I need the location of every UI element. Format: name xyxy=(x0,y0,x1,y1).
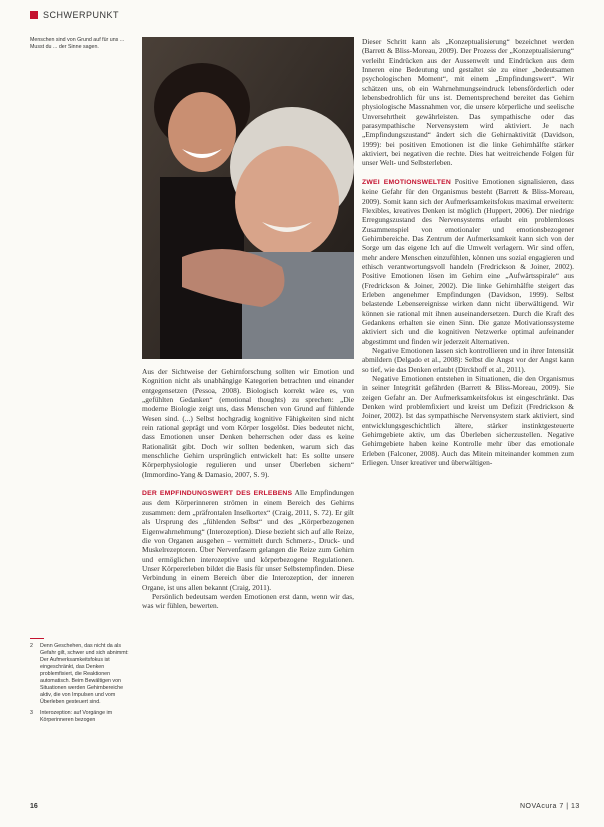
page-number: 16 xyxy=(30,803,38,810)
body-paragraph: Persönlich bedeutsam werden Emotionen erst dann, wenn wir das, was wir fühlen, bewerten. xyxy=(142,591,354,611)
section-tag xyxy=(30,9,119,21)
footnote-rule xyxy=(30,638,44,639)
body-paragraph xyxy=(142,488,354,592)
right-column xyxy=(362,37,574,467)
section-marker xyxy=(30,11,38,19)
body-paragraph: Aus der Sichtweise der Gehirnforschung sollten wir Emotion und Kognition nicht als unabhängige Kategorien betrachten und einander entgegensetzen (Pessoa, 2008). Biologisch korrekt wäre es, von „gefühlten Gedanken“ (emotional thoughts) zu sprechen: „Die moderne Biologie zeigt uns, dass Menschen von Grund auf fühlende Wesen sind. (...) Selbst hochgradig kognitive Fähigkeiten sind nicht rein rational geprägt und vom Körper losgelöst. Dies bedeutet nicht, dass Emotionen unser Denken beherrschen oder dass es keine Rationalität gibt. Doch wir sollten bedenken, warum sich das menschliche Gehirn ursprünglich entwickelt hat: Es sollte unsere Körperphysiologie regulieren und unser Überleben sichern“ (Immordino-Yang & Damasio, 2007, S. 9). xyxy=(142,367,354,479)
body-paragraph: Dieser Schritt kann als „Konzeptualisierung“ bezeichnet werden (Barrett & Bliss-Moreau, 2009). Der Prozess der „Konzeptualisierung“ verleiht Eindrücken aus der Aussenwelt und Eindrücken aus dem Inneren eine Bedeutung und gestaltet sie zu einer „bedeutsamen psychologischen Moment“, mit einem „Empfindungswert“. Wir schätzen uns, ob ein Wahrnehmungseindruck lebensförderlich oder lebensbedrohlich für uns ist. Dementsprechend bereitet das Gehirn physiologische Massnahmen vor, die unsere körperliche und seelische Unversehrtheit gewährleisten. Das sympathische oder das parasympathische Nervensystem wird aktiviert. Je nach „Empfindungszustand“ ändert sich die Gehirnaktivität (Davidson, 1999): bei positiven Emotionen ist die linke Gehirnhälfte stärker aktiviert, bei negativen die rechte. Dies hat weitreichende Folgen für unser Welt- und Selbsterleben. xyxy=(362,37,574,168)
body-text: Positive Emotionen signalisieren, dass keine Gefahr für den Organismus besteht (Barrett & Bliss-Moreau, 2009). Somit kann sich der Aufmerksamkeitsfokus maximal erweitern: Flexibles, kreatives Denken ist möglich (Huppert, 2006). Der niedrige Erregungszustand des Nervensystems erlaubt ein problemloses Zusammenspiel von emotionaler und emotionsbezogener Gehirnbereiche. Das Zentrum der Aufmerksamkeit kann sich von der Sorge um das eigene Ich auf die Umwelt verlagern. Wir sind offen, mehr andere Menschen einzufühlen, können uns sozial engagieren und ethisch verantwortungsvoll handeln (Fredrickson & Joiner, 2002). Positive Emotionen lösen im Gehirn eine „Aufwärtsspirale“ aus (Fredrickson & Joiner, 2002). Die linke Gehirnhälfte steigert das Erleben angenehmer Empfindungen (Davidson, 1999). Selbst belastende Lebensereignisse wirken dann nicht überwältigend. Wir können sie rational mit ihnen auseinandersetzen. Durch die Kraft des Gedankens erhalten sie einen Sinn. Die ganze Motivationssysteme aktiviert sich und die kognitiven Netzwerke optimal aufeinander abgestimmt und finden wir jederzeit Alternativen. xyxy=(362,176,574,346)
middle-column xyxy=(142,367,354,611)
body-paragraph: Negative Emotionen lassen sich kontrollieren und in ihrer Intensität abmildern (Delgado et al., 2008): Selbst die Angst vor der Angst kann so tief, wie das Denken erlaubt (Dirckhoff et al., 2011). xyxy=(362,346,574,374)
footnotes xyxy=(30,638,132,728)
body-paragraph xyxy=(362,177,574,346)
footnote-text: Interozeption: auf Vorgänge im Körperinneren bezogen xyxy=(40,709,113,723)
subheading: DER EMPFINDUNGSWERT DES ERLEBENS xyxy=(142,490,293,498)
footnote-text: Denn Geschehen, das nicht da als Gefahr gilt, schwer und sich abnimmt: Der Aufmerksamkeitsfokus ist eingeschränkt, das Denken problemfixiert, die Reaktionen automatisch. Beim Bewältigen von Situationen werden Gehirnbereiche aktiv, die von Impulsen und vom Überleben gesteuert sind. xyxy=(40,642,129,705)
footnote xyxy=(30,643,132,706)
footnote xyxy=(30,710,132,724)
body-paragraph: Negative Emotionen entstehen in Situationen, die den Organismus in seiner Integrität gefährden (Barrett & Bliss-Moreau, 2009). Sie zeigen Gefahr an. Der Aufmerksamkeitsfokus ist eingeschränkt. Das Denken wird problemfixiert und kreist um Defizit (Fredrickson & Joiner, 2002). Ist das sympathische Nervensystem stark aktiviert, sind entwicklungsgeschichtlich ältere, stärker instinktgesteuerte Gehirngebiete aktiv, um das Überleben sicherzustellen. Negative Gehirngebiete haben keine Kontrolle mehr über das emotionale Erleben (Falconer, 2008). Auch das Mitein miteinander kommen zum Erliegen. Unser kreativer und überwältigen- xyxy=(362,374,574,468)
subheading: ZWEI EMOTIONSWELTEN xyxy=(362,178,451,186)
magazine-footer: NOVAcura 7 | 13 xyxy=(520,803,580,810)
section-label: SCHWERPUNKT xyxy=(43,10,120,20)
footnote-number: 2 xyxy=(30,642,33,649)
article-photo xyxy=(142,37,354,359)
footnote-number: 3 xyxy=(30,709,33,716)
body-text: Alle Empfindungen aus dem Körperinneren strömen in einem Bereich des Gehirns zusammen: dem „präfrontalen Inselkortex“ (Craig, 2011, S. 72). Er gilt als Ursprung des „fühlenden Selbst“ und des „Körperbezogenen Eigenwahrnehmung“ (Interozeption). Diese bezieht sich auf alle Reize, die von Organen ausgehen – vermittelt durch Schmerz-, Druck- und Muskelrezeptoren. Über Nervenfasern gelangen die Reize zum Gehirn und ermöglichen interozeptive und körperbezogene Regulationen. Unser Körpererleben bildet die Basis für unser Selbstempfinden. Diese Verbindung in einem Bereich über die Interozeption, der inneren Organe, ist uns allen bekannt (Craig, 2011). xyxy=(142,488,354,592)
photo-caption: Menschen sind von Grund auf für uns ... Musst du ... der Sinne sagen. xyxy=(30,37,125,50)
